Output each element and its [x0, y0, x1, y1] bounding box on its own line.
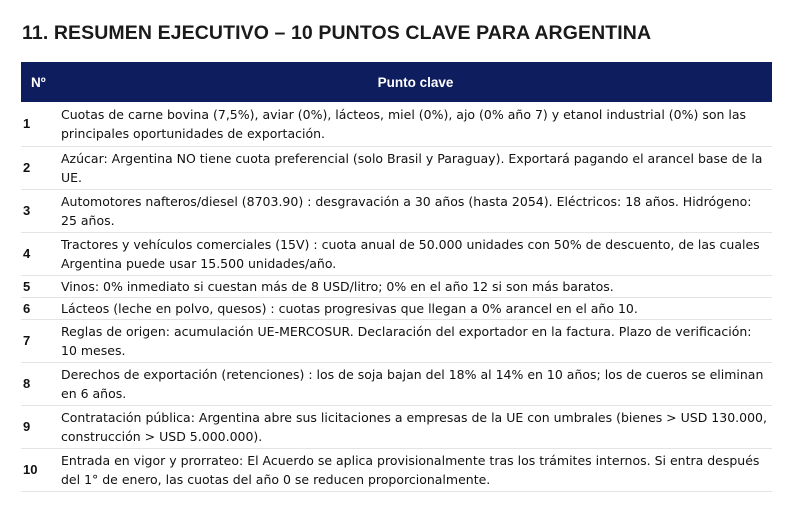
row-number: 9 — [21, 406, 59, 449]
table-header — [21, 62, 772, 102]
table-row — [21, 276, 772, 298]
column-header-number: Nº — [21, 62, 59, 102]
row-number: 10 — [21, 449, 59, 492]
row-key-point: Reglas de origen: acumulación UE-MERCOSUR. Declaración del exportador en la factura. Plazo de verificación: 10 meses. — [59, 320, 772, 363]
row-number: 5 — [21, 276, 59, 298]
row-key-point: Vinos: 0% inmediato si cuestan más de 8 USD/litro; 0% en el año 12 si son más baratos. — [59, 276, 772, 298]
table-header-row — [21, 62, 772, 102]
row-number: 3 — [21, 190, 59, 233]
row-key-point: Azúcar: Argentina NO tiene cuota preferencial (solo Brasil y Paraguay). Exportará pagando el arancel base de la UE. — [59, 147, 772, 190]
row-number: 8 — [21, 363, 59, 406]
row-key-point: Entrada en vigor y prorrateo: El Acuerdo se aplica provisionalmente tras los trámites internos. Si entra después del 1° de enero, las cuotas del año 0 se reducen proporcionalmente. — [59, 449, 772, 492]
row-key-point: Derechos de exportación (retenciones) : los de soja bajan del 18% al 14% en 10 años; los de cueros se eliminan en 6 años. — [59, 363, 772, 406]
row-number: 2 — [21, 147, 59, 190]
row-number: 1 — [21, 102, 59, 147]
table-row — [21, 298, 772, 320]
row-number: 7 — [21, 320, 59, 363]
key-points-table — [21, 62, 772, 492]
table-row — [21, 233, 772, 276]
table-row — [21, 190, 772, 233]
section-heading: 11. RESUMEN EJECUTIVO – 10 PUNTOS CLAVE PARA ARGENTINA — [22, 22, 652, 44]
table-row — [21, 406, 772, 449]
row-key-point: Automotores nafteros/diesel (8703.90) : desgravación a 30 años (hasta 2054). Eléctricos: 18 años. Hidrógeno: 25 años. — [59, 190, 772, 233]
table-row — [21, 363, 772, 406]
table-row — [21, 147, 772, 190]
table-row — [21, 449, 772, 492]
row-key-point: Contratación pública: Argentina abre sus licitaciones a empresas de la UE con umbrales (bienes > USD 130.000, construcción > USD 5.000.000). — [59, 406, 772, 449]
table-row — [21, 320, 772, 363]
row-key-point: Tractores y vehículos comerciales (15V) : cuota anual de 50.000 unidades con 50% de descuento, de las cuales Argentina puede usar 15.500 unidades/año. — [59, 233, 772, 276]
row-key-point: Lácteos (leche en polvo, quesos) : cuotas progresivas que llegan a 0% arancel en el año 10. — [59, 298, 772, 320]
row-number: 4 — [21, 233, 59, 276]
row-key-point: Cuotas de carne bovina (7,5%), aviar (0%), lácteos, miel (0%), ajo (0% año 7) y etanol industrial (0%) son las principales oportunidades de exportación. — [59, 102, 772, 147]
row-number: 6 — [21, 298, 59, 320]
table-row — [21, 102, 772, 147]
table-body — [21, 102, 772, 492]
column-header-key-point: Punto clave — [59, 62, 772, 102]
